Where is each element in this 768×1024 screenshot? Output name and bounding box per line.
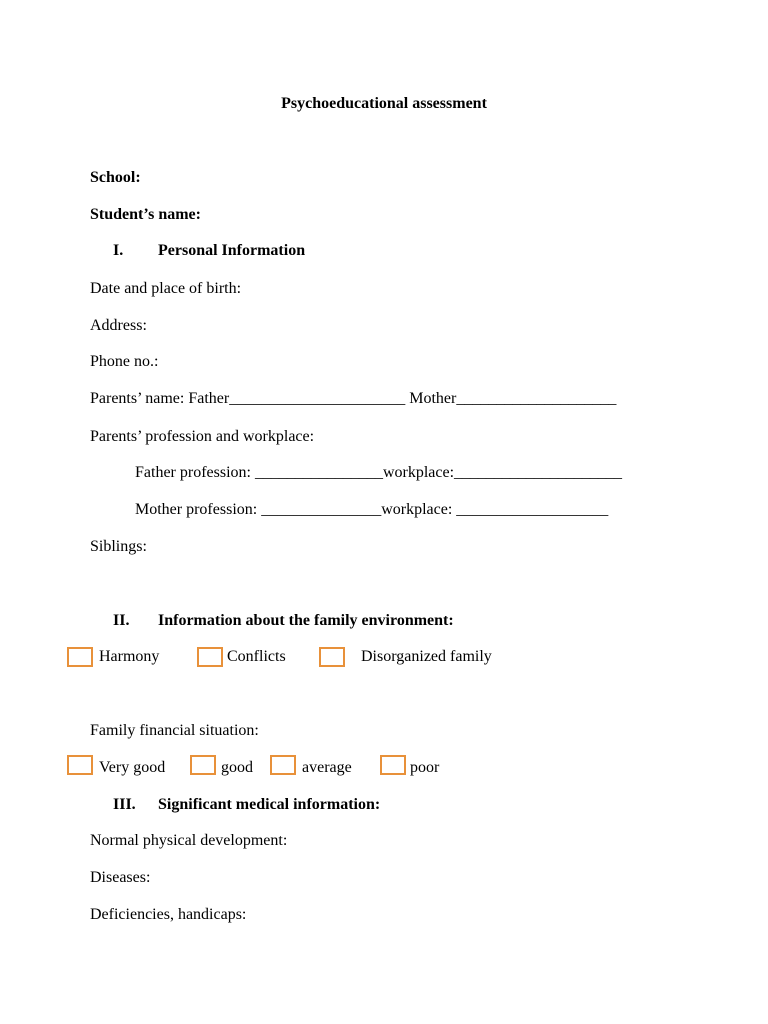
good-checkbox[interactable]: [190, 755, 216, 775]
very-good-checkbox[interactable]: [67, 755, 93, 775]
very-good-label: Very good: [99, 759, 166, 776]
document-title: Psychoeducational assessment: [281, 95, 487, 112]
section-2-number: II.: [113, 612, 130, 629]
section-3-number: III.: [113, 796, 136, 813]
average-checkbox[interactable]: [270, 755, 296, 775]
average-label: average: [302, 759, 352, 776]
section-1-number: I.: [113, 242, 124, 259]
section-2-title: Information about the family environment:: [158, 612, 454, 629]
deficiencies-field: Deficiencies, handicaps:: [90, 906, 247, 923]
father-profession-field: Father profession: ________________workplace:_____________________: [135, 464, 623, 481]
poor-checkbox[interactable]: [380, 755, 406, 775]
section-3-title: Significant medical information:: [158, 796, 381, 813]
disorganized-family-checkbox[interactable]: [319, 647, 345, 667]
birth-field: Date and place of birth:: [90, 280, 242, 297]
good-label: good: [221, 759, 253, 776]
poor-label: poor: [410, 759, 440, 776]
school-label: School:: [90, 169, 141, 186]
harmony-checkbox[interactable]: [67, 647, 93, 667]
parents-name-field: Parents’ name: Father______________________ Mother____________________: [90, 390, 617, 407]
disorganized-family-label: Disorganized family: [361, 648, 492, 665]
conflicts-checkbox[interactable]: [197, 647, 223, 667]
conflicts-label: Conflicts: [227, 648, 286, 665]
section-1-title: Personal Information: [158, 242, 306, 259]
diseases-field: Diseases:: [90, 869, 151, 886]
parents-profession-label: Parents’ profession and workplace:: [90, 428, 315, 445]
student-name-label: Student’s name:: [90, 206, 201, 223]
phone-field: Phone no.:: [90, 353, 159, 370]
financial-situation-label: Family financial situation:: [90, 722, 259, 739]
mother-profession-field: Mother profession: _______________workplace: ___________________: [135, 501, 609, 518]
siblings-field: Siblings:: [90, 538, 147, 555]
physical-development-field: Normal physical development:: [90, 832, 288, 849]
harmony-label: Harmony: [99, 648, 160, 665]
address-field: Address:: [90, 317, 147, 334]
